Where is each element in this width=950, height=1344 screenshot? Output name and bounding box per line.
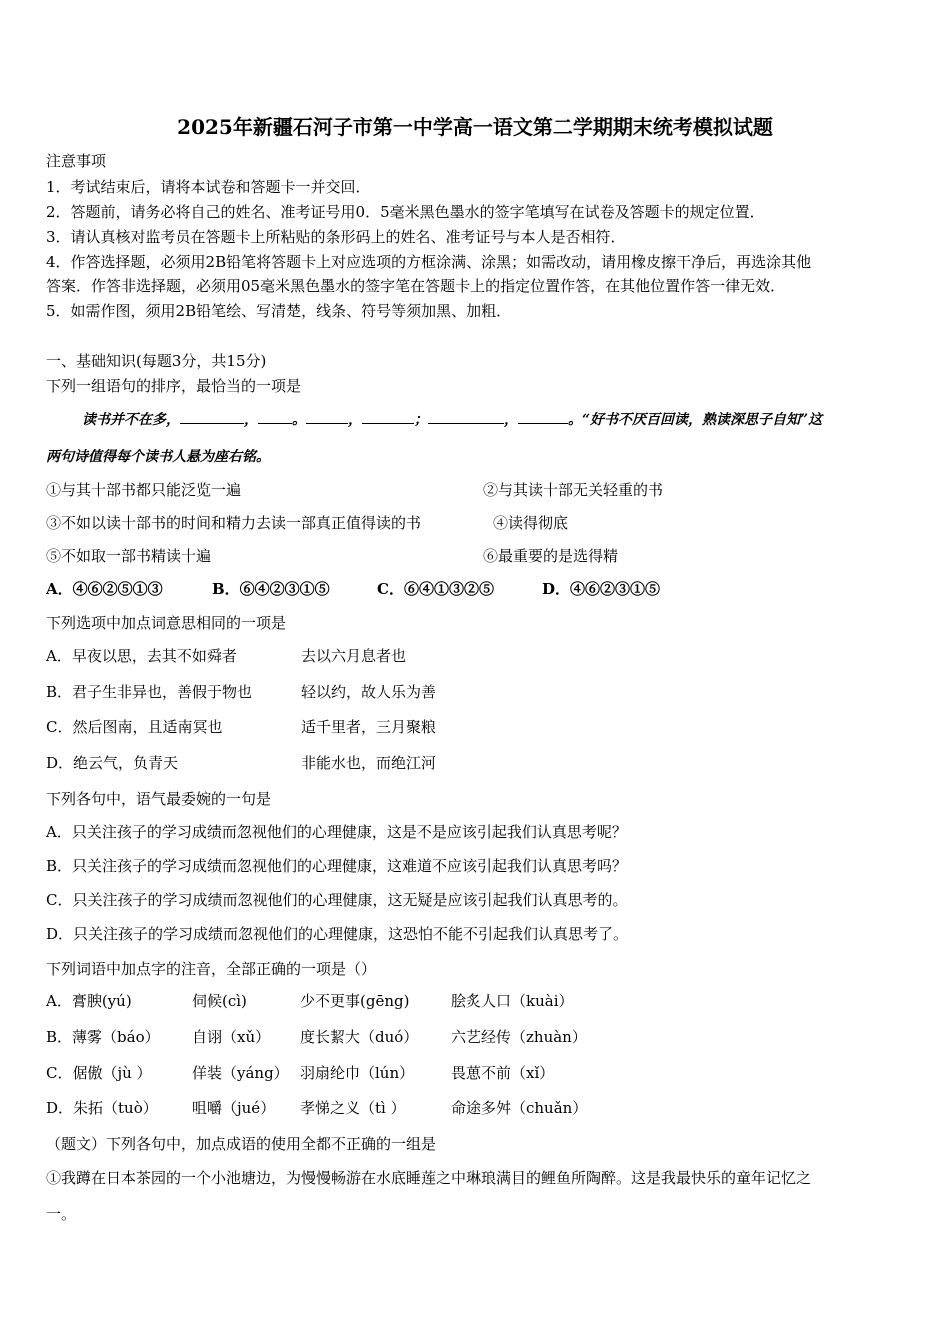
q4-word: 自诩（xǔ）	[192, 1028, 271, 1046]
blank	[258, 409, 292, 424]
q4-word: 咀嚼（jué）	[192, 1099, 276, 1117]
q2-option-a[interactable]: A．早夜以思，去其不如舜者	[46, 647, 237, 665]
q1-item: ⑥最重要的是选得精	[483, 547, 619, 565]
q5-sentence-1: ①我蹲在日本茶园的一个小池塘边，为慢慢畅游在水底睡莲之中琳琅满目的鲤鱼所陶醉。这是我最快乐的童年记忆之	[46, 1169, 812, 1187]
q1-passage	[82, 409, 822, 430]
q4-word: 少不更事(gēng)	[300, 992, 410, 1010]
q2-option-d-compare: 非能水也，而绝江河	[301, 754, 437, 772]
q4-word: 孝悌之义（tì ）	[300, 1099, 406, 1117]
q2-option-c-compare: 适千里者，三月聚粮	[301, 718, 437, 736]
section-heading: 一、基础知识(每题3分，共15分)	[46, 352, 267, 370]
q4-word: 命途多舛（chuǎn）	[451, 1099, 588, 1117]
q3-stem: 下列各句中，语气最委婉的一句是	[46, 790, 272, 808]
page-title: 2025年新疆石河子市第一中学高一语文第二学期期末统考模拟试题	[177, 115, 773, 139]
q3-option-a[interactable]: A．只关注孩子的学习成绩而忽视他们的心理健康，这是不是应该引起我们认真思考呢？	[46, 823, 627, 841]
q4-stem: 下列词语中加点字的注音，全部正确的一项是（）	[46, 960, 377, 978]
punct: ，	[504, 412, 518, 428]
blank	[428, 409, 504, 424]
q3-option-d[interactable]: D．只关注孩子的学习成绩而忽视他们的心理健康，这恐怕不能不引起我们认真思考了。	[46, 925, 629, 943]
q2-option-b[interactable]: B．君子生非异也，善假于物也	[46, 683, 253, 701]
q1-item: ④读得彻底	[493, 514, 569, 532]
q4-option-d[interactable]: D．朱拓（tuò）	[46, 1099, 158, 1117]
q3-option-c[interactable]: C．只关注孩子的学习成绩而忽视他们的心理健康，这无疑是应该引起我们认真思考的。	[46, 891, 628, 909]
q2-stem: 下列选项中加点词意思相同的一项是	[46, 614, 287, 632]
punct: 。	[292, 412, 306, 428]
q4-option-c[interactable]: C．倨傲（jù ）	[46, 1064, 152, 1082]
q4-option-a[interactable]: A．膏腴(yú)	[46, 992, 132, 1010]
q1-item: ②与其读十部无关轻重的书	[483, 481, 664, 499]
blank	[180, 409, 244, 424]
q4-word: 畏葸不前（xǐ）	[451, 1064, 555, 1082]
passage-end: 。“好书不厌百回读，熟读深思子自知”这	[568, 412, 823, 428]
q2-option-c[interactable]: C．然后图南，且适南冥也	[46, 718, 223, 736]
notice-item: 答案．作答非选择题，必须用05毫米黑色墨水的签字笔在答题卡上的指定位置作答，在其他位置作答一律无效．	[46, 277, 786, 295]
q4-option-b[interactable]: B．薄雾（báo）	[46, 1028, 160, 1046]
q1-option-d[interactable]: D．④⑥②③①⑤	[542, 580, 661, 598]
notice-item: 2．答题前，请务必将自己的姓名、准考证号用0．5毫米黑色墨水的签字笔填写在试卷及答题卡的规定位置．	[46, 203, 765, 221]
notice-item: 1．考试结束后，请将本试卷和答题卡一并交回．	[46, 178, 371, 196]
notice-item: 5．如需作图，须用2B铅笔绘、写清楚，线条、符号等须加黑、加粗．	[46, 302, 512, 320]
q2-option-d[interactable]: D．绝云气，负青天	[46, 754, 179, 772]
blank	[518, 409, 568, 424]
q2-option-b-compare: 轻以约，故人乐为善	[301, 683, 437, 701]
blank	[362, 409, 414, 424]
q1-option-a[interactable]: A．④⑥②⑤①③	[46, 580, 163, 598]
q5-stem: （题文）下列各句中，加点成语的使用全都不正确的一组是	[46, 1135, 437, 1153]
q1-item: ⑤不如取一部书精读十遍	[46, 547, 212, 565]
q4-word: 脍炙人口（kuài）	[451, 992, 574, 1010]
q1-option-b[interactable]: B．⑥④②③①⑤	[212, 580, 330, 598]
passage-start: 读书并不在多，	[82, 412, 180, 428]
punct: ；	[414, 412, 428, 428]
blank	[306, 409, 348, 424]
notice-item: 3．请认真核对监考员在答题卡上所粘贴的条形码上的姓名、准考证号与本人是否相符．	[46, 228, 626, 246]
q3-option-b[interactable]: B．只关注孩子的学习成绩而忽视他们的心理健康，这难道不应该引起我们认真思考吗？	[46, 857, 628, 875]
punct: ，	[348, 412, 362, 428]
q5-sentence-1-cont: 一。	[46, 1205, 77, 1223]
q1-passage-line2: 两句诗值得每个读书人悬为座右铭。	[46, 449, 270, 465]
q1-item: ③不如以读十部书的时间和精力去读一部真正值得读的书	[46, 514, 422, 532]
q2-option-a-compare: 去以六月息者也	[301, 647, 407, 665]
q4-word: 六艺经传（zhuàn）	[451, 1028, 587, 1046]
q4-word: 伺候(cì)	[192, 992, 247, 1010]
notice-heading: 注意事项	[46, 152, 107, 170]
q4-word: 度长絜大（duó）	[300, 1028, 419, 1046]
q1-stem: 下列一组语句的排序，最恰当的一项是	[46, 377, 302, 395]
q4-word: 羽扇纶巾（lún）	[300, 1064, 415, 1082]
q4-word: 佯装（yáng）	[192, 1064, 289, 1082]
punct: ，	[244, 412, 258, 428]
q1-option-c[interactable]: C．⑥④①③②⑤	[377, 580, 494, 598]
q1-item: ①与其十部书都只能泛览一遍	[46, 481, 242, 499]
notice-item: 4．作答选择题，必须用2B铅笔将答题卡上对应选项的方框涂满、涂黑；如需改动，请用橡皮擦干净后，再选涂其他	[46, 253, 812, 271]
